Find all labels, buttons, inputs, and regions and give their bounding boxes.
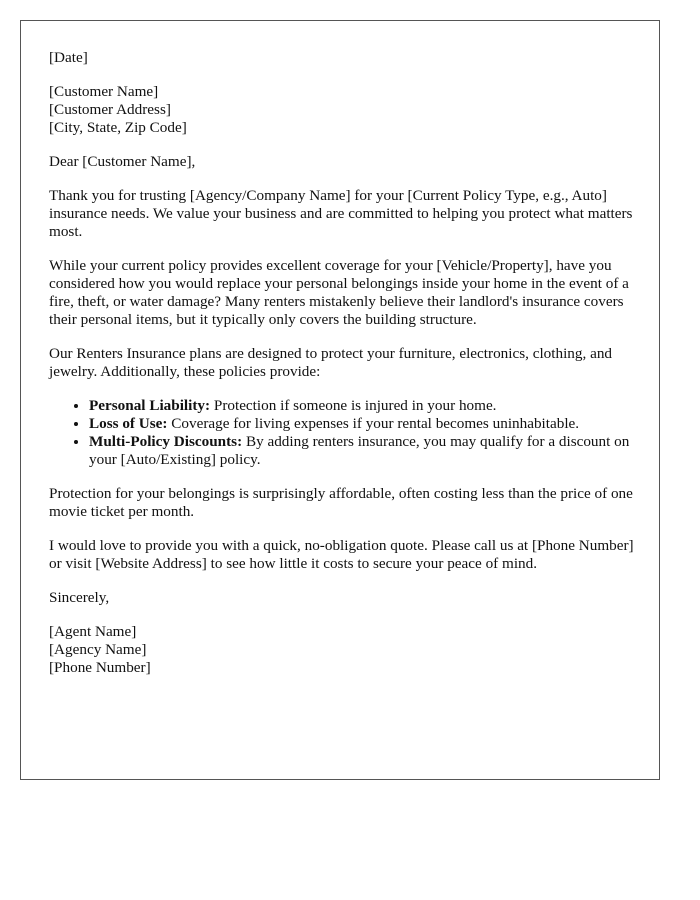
benefit-title: Personal Liability: bbox=[89, 397, 211, 414]
affordability-paragraph: Protection for your belongings is surprisingly affordable, often costing less than the price of one movie ticket per month. bbox=[49, 485, 633, 520]
list-item bbox=[89, 397, 639, 415]
call-to-action-paragraph: I would love to provide you with a quick, no-obligation quote. Please call us at [Phone Number] or visit [Website Address] to see how little it costs to secure your peace of mind. bbox=[49, 537, 634, 572]
agent-phone: [Phone Number] bbox=[49, 659, 151, 676]
agent-name: [Agent Name] bbox=[49, 623, 137, 640]
letter-page bbox=[20, 20, 660, 780]
agency-name: [Agency Name] bbox=[49, 641, 147, 658]
intro-paragraph: Thank you for trusting [Agency/Company Name] for your [Current Policy Type, e.g., Auto] insurance needs. We value your business and are committed to helping you protect what matters most. bbox=[49, 187, 633, 240]
recipient-city-state-zip: [City, State, Zip Code] bbox=[49, 119, 187, 136]
list-item bbox=[89, 433, 639, 469]
plans-paragraph: Our Renters Insurance plans are designed to protect your furniture, electronics, clothing, and jewelry. Additionally, these policies provide: bbox=[49, 345, 613, 380]
letter-body bbox=[49, 49, 639, 693]
coverage-gap-paragraph: While your current policy provides excellent coverage for your [Vehicle/Property], have you considered how you would replace your personal belongings inside your home in the event of a fire, theft, or water damage? Many renters mistakenly believe their landlord's insurance covers their personal items, but it typically only covers the building structure. bbox=[49, 257, 629, 328]
benefit-title: Multi-Policy Discounts: bbox=[89, 433, 243, 450]
benefits-list bbox=[49, 397, 639, 469]
signature-block bbox=[49, 623, 639, 677]
letter-date: [Date] bbox=[49, 49, 88, 66]
salutation: Dear [Customer Name], bbox=[49, 153, 196, 170]
recipient-name: [Customer Name] bbox=[49, 83, 159, 100]
recipient-block bbox=[49, 83, 639, 137]
list-item bbox=[89, 415, 639, 433]
benefit-text: Protection if someone is injured in your home. bbox=[210, 397, 497, 414]
benefit-text: By adding renters insurance, you may qualify for a discount on your [Auto/Existing] policy. bbox=[89, 433, 630, 468]
signoff: Sincerely, bbox=[49, 589, 110, 606]
benefit-text: Coverage for living expenses if your rental becomes uninhabitable. bbox=[167, 415, 580, 432]
benefit-title: Loss of Use: bbox=[89, 415, 168, 432]
recipient-address: [Customer Address] bbox=[49, 101, 171, 118]
